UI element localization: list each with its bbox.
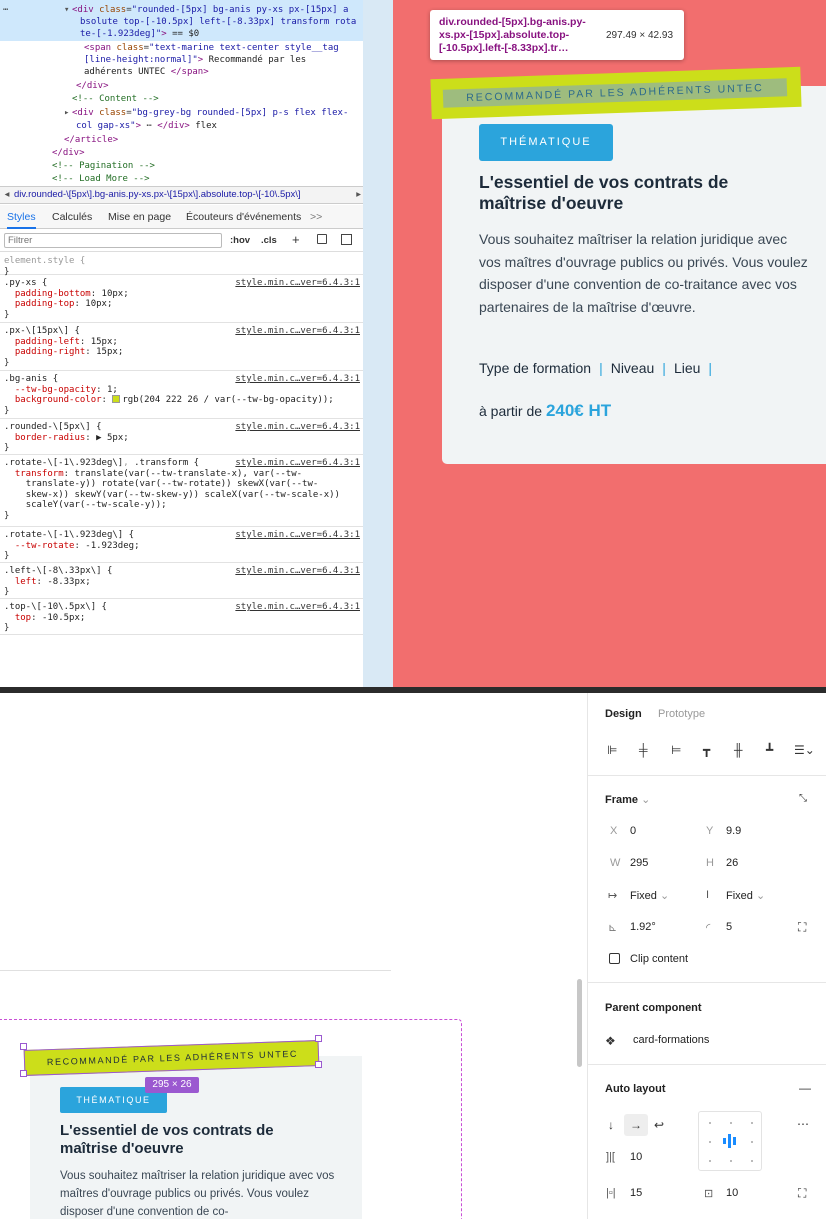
padding-detail-icon[interactable]: ⛶ xyxy=(798,1186,807,1200)
element-breadcrumb[interactable] xyxy=(0,186,363,204)
auto-layout-title: Auto layout xyxy=(605,1083,666,1095)
breadcrumb-right-arrow-icon[interactable]: ▸ xyxy=(356,189,361,200)
frame-section-title[interactable]: Frame ⌄ xyxy=(605,794,651,806)
css-rule[interactable] xyxy=(0,563,363,599)
expand-triangle-icon[interactable]: ▾ xyxy=(64,5,70,15)
tab-computed[interactable]: Calculés xyxy=(52,211,93,223)
canvas-card-title[interactable]: L'essentiel de vos contrats de maîtrise d'oeuvre xyxy=(60,1122,274,1157)
direction-horizontal-icon[interactable]: → xyxy=(630,1118,642,1132)
horizontal-padding-icon: |▫| xyxy=(606,1187,616,1199)
breadcrumb-left-arrow-icon[interactable]: ◂ xyxy=(4,189,10,200)
resize-handle-bl[interactable] xyxy=(20,1070,27,1077)
canvas-guide-line xyxy=(0,970,391,971)
align-bottom-icon[interactable]: ┻ xyxy=(766,743,774,757)
gap-field[interactable]: 10 xyxy=(630,1151,643,1163)
sidebar-toggle-icon[interactable] xyxy=(341,234,352,245)
css-rule-line: } xyxy=(4,443,10,453)
styles-filter-bar xyxy=(0,230,363,252)
css-rule-line: } xyxy=(4,405,10,416)
css-rule-line: top: -10.5px; xyxy=(14,612,86,623)
price-value: 240€ HT xyxy=(545,401,612,420)
rule-source-link[interactable]: style.min.c…ver=6.4.3:1 xyxy=(235,422,360,432)
hov-toggle[interactable]: :hov xyxy=(230,235,251,246)
resize-handle-tl[interactable] xyxy=(20,1043,27,1050)
more-options-icon[interactable]: ⋯ xyxy=(797,1117,809,1131)
parent-component-name[interactable]: card-formations xyxy=(633,1034,710,1046)
css-rule-line: padding-top: 10px; xyxy=(14,299,113,309)
dom-line[interactable]: </div> xyxy=(52,148,85,158)
corner-radius-field[interactable]: 5 xyxy=(726,921,733,933)
tab-layout[interactable]: Mise en page xyxy=(108,211,172,223)
tab-event-listeners[interactable]: Écouteurs d'événements xyxy=(186,211,302,223)
css-rule-line: padding-left: 15px; xyxy=(14,336,118,347)
page-preview xyxy=(393,0,826,687)
rule-source-link[interactable]: style.min.c…ver=6.4.3:1 xyxy=(235,374,360,384)
h-field[interactable]: 26 xyxy=(726,857,739,869)
gap-icon: ]|[ xyxy=(606,1151,615,1163)
new-rule-icon[interactable]: + xyxy=(292,232,300,247)
css-rule-line: .px-\[15px\] { xyxy=(4,326,80,336)
tab-design[interactable]: Design xyxy=(605,708,642,720)
inspect-tooltip xyxy=(430,10,684,60)
price-prefix: à partir de xyxy=(479,403,543,419)
parent-component-title: Parent component xyxy=(605,1002,702,1014)
css-rule[interactable] xyxy=(0,599,363,635)
grid-dot[interactable] xyxy=(751,1160,753,1162)
css-rule-line: element.style { xyxy=(4,256,86,266)
grid-dot[interactable] xyxy=(751,1141,753,1143)
tooltip-size: 297.49 × 42.93 xyxy=(606,30,674,41)
x-label: X xyxy=(610,825,618,837)
rule-source-link[interactable]: style.min.c…ver=6.4.3:1 xyxy=(235,278,360,288)
direction-vertical-icon[interactable]: ↓ xyxy=(608,1118,614,1132)
independent-corners-icon[interactable]: ⛶ xyxy=(798,920,807,934)
x-field[interactable]: 0 xyxy=(630,825,637,837)
dom-line[interactable]: <!-- Content --> xyxy=(72,94,159,104)
card-meta xyxy=(479,360,809,376)
resize-handle-br[interactable] xyxy=(315,1061,322,1068)
horizontal-padding-field[interactable]: 15 xyxy=(630,1187,643,1199)
cls-toggle[interactable]: .cls xyxy=(261,235,277,246)
card-description: Vous souhaitez maîtriser la relation juridique avec vos maîtres d'ouvrage publics ou privés. Vous voulez disposer d'une convention de co-traitance avec vos partenaires de la maîtrise d'œuvre. xyxy=(479,231,808,315)
w-label: W xyxy=(610,857,621,869)
dom-line[interactable]: [line-height:normal]"> Recommandé par les xyxy=(84,55,307,65)
css-rule[interactable] xyxy=(0,323,363,371)
grid-dot[interactable] xyxy=(709,1160,711,1162)
separator xyxy=(588,775,826,776)
center-alignment-bars-icon xyxy=(723,1134,739,1148)
dom-line[interactable]: bsolute top-[-10.5px] left-[-8.33px] transform rota xyxy=(80,17,357,27)
css-rule[interactable] xyxy=(0,253,363,275)
css-rule-line: } xyxy=(4,623,10,633)
css-rule-line: .py-xs { xyxy=(4,278,48,288)
grid-dot[interactable] xyxy=(751,1122,753,1124)
paint-icon[interactable] xyxy=(317,234,327,244)
width-mode-value: Fixed xyxy=(630,890,657,902)
dom-line[interactable]: <div class="rounded-[5px] bg-anis py-xs px-[15px] a xyxy=(72,5,349,15)
css-rule-line: scaleY(var(--tw-scale-y)); xyxy=(25,500,167,510)
design-panel xyxy=(587,693,826,1219)
devtools-scroll-strip xyxy=(363,0,393,687)
css-rule-line: --tw-rotate: -1.923deg; xyxy=(14,540,140,551)
dom-line[interactable]: <div class="bg-grey-bg rounded-[5px] p-s flex flex- xyxy=(72,108,349,118)
css-rule[interactable] xyxy=(0,419,363,455)
rule-source-link[interactable]: style.min.c…ver=6.4.3:1 xyxy=(235,458,360,468)
css-rule-line: background-color: rgb(204 222 26 / var(--tw-bg-opacity)); xyxy=(14,395,334,405)
canvas-scrollbar[interactable] xyxy=(577,979,582,1067)
css-rule-line: } xyxy=(4,551,10,561)
w-field[interactable]: 295 xyxy=(630,857,649,869)
dom-line[interactable]: </article> xyxy=(64,135,119,145)
align-center-v-icon[interactable]: ╫ xyxy=(734,743,743,757)
align-center-h-icon[interactable]: ╪ xyxy=(639,743,648,757)
width-mode-select[interactable]: Fixed ⌄ xyxy=(630,890,670,902)
y-field[interactable]: 9.9 xyxy=(726,825,742,837)
separator xyxy=(588,1064,826,1065)
css-rule[interactable] xyxy=(0,455,363,527)
css-rule[interactable] xyxy=(0,527,363,563)
expand-triangle-icon[interactable]: ▸ xyxy=(64,108,70,118)
canvas-card-description: Vous souhaitez maîtriser la relation juridique avec vos maîtres d'ouvrage publics ou privés. Vous voulez disposer d'une convention de co- xyxy=(60,1170,335,1218)
meta-separator: | xyxy=(662,360,666,376)
rule-source-link[interactable]: style.min.c…ver=6.4.3:1 xyxy=(235,326,360,336)
css-rule-line: } xyxy=(4,309,10,320)
styles-tab-bar xyxy=(0,205,363,229)
meta-type: Type de formation xyxy=(479,360,592,376)
h-label: H xyxy=(706,857,714,869)
css-rule-line: translate-y)) rotate(var(--tw-rotate)) skewX(var(--tw- xyxy=(25,479,319,489)
canvas-thematique-chip[interactable]: THÉMATIQUE xyxy=(60,1087,167,1113)
card-title[interactable]: L'essentiel de vos contrats de maîtrise d'oeuvre xyxy=(479,172,729,213)
component-icon: ❖ xyxy=(605,1034,616,1048)
grid-dot[interactable] xyxy=(709,1122,711,1124)
rule-source-link[interactable]: style.min.c…ver=6.4.3:1 xyxy=(235,566,360,576)
dom-line[interactable]: te-[-1.923deg]"> == $0 xyxy=(80,29,200,39)
css-rule-line: border-radius: ▶ 5px; xyxy=(14,432,129,443)
tab-styles[interactable]: Styles xyxy=(7,205,36,229)
css-rule-line: .left-\[-8\.33px\] { xyxy=(4,566,113,576)
wrap-icon[interactable]: ↩ xyxy=(654,1118,665,1132)
meta-place: Lieu xyxy=(673,360,701,376)
dom-line[interactable]: adhérents UNTEC </span> xyxy=(84,67,209,77)
dom-line[interactable]: </div> xyxy=(76,81,109,91)
width-resize-icon: ↦ xyxy=(608,890,618,902)
thematique-chip[interactable]: THÉMATIQUE xyxy=(479,124,613,161)
clip-content-label: Clip content xyxy=(630,953,689,965)
rule-source-link[interactable]: style.min.c…ver=6.4.3:1 xyxy=(235,530,360,540)
dom-line[interactable]: <span class="text-marine text-center style__tag xyxy=(84,43,339,53)
css-rule[interactable] xyxy=(0,371,363,419)
align-right-icon[interactable]: ⊨ xyxy=(671,743,682,757)
collapse-frame-icon[interactable]: ⤡ xyxy=(799,793,807,804)
css-rule-line: } xyxy=(4,266,10,277)
figma-canvas[interactable] xyxy=(0,693,587,1219)
more-tabs-icon[interactable]: >> xyxy=(310,211,323,223)
css-rule[interactable] xyxy=(0,275,363,323)
canvas-banner-text: RECOMMANDÉ PAR LES ADHÉRENTS UNTEC xyxy=(46,1048,299,1068)
selection-size-badge: 295 × 26 xyxy=(145,1077,199,1093)
css-rule-line: --tw-bg-opacity: 1; xyxy=(14,384,118,395)
separator xyxy=(588,982,826,983)
corner-radius-icon: ◜ xyxy=(706,922,711,934)
css-rule-line: } xyxy=(4,587,10,597)
css-rule-line: transform: translate(var(--tw-translate-x), var(--tw- xyxy=(14,468,303,479)
resize-handle-tr[interactable] xyxy=(315,1035,322,1042)
dom-line[interactable]: col gap-xs"> ⋯ </div> flex xyxy=(76,121,217,131)
styles-filter-input[interactable] xyxy=(4,233,222,248)
alignment-grid[interactable] xyxy=(698,1111,762,1171)
clip-content-checkbox[interactable] xyxy=(609,953,620,964)
rotation-field[interactable]: 1.92° xyxy=(630,921,656,933)
css-rule-line: left: -8.33px; xyxy=(14,576,91,587)
css-rule-line: .bg-anis { xyxy=(4,374,59,384)
css-rule-line: .rotate-\[-1\.923deg\], .transform { xyxy=(4,458,200,468)
card-price xyxy=(479,401,611,421)
tab-prototype[interactable]: Prototype xyxy=(658,708,706,720)
dom-gutter-ellipsis[interactable]: ⋯ xyxy=(3,5,9,15)
css-rule-line: .rotate-\[-1\.923deg\] { xyxy=(4,530,135,540)
grid-dot[interactable] xyxy=(730,1160,732,1162)
css-rule-line: } xyxy=(4,510,10,521)
meta-separator: | xyxy=(599,360,603,376)
grid-dot[interactable] xyxy=(709,1141,711,1143)
y-label: Y xyxy=(706,825,714,837)
breadcrumb-path[interactable]: div.rounded-\[5px\].bg-anis.py-xs.px-\[15px\].absolute.top-\[-10\.5px\] xyxy=(14,189,301,200)
frame-title-text: Frame xyxy=(605,794,639,806)
css-rule-line: skew-x)) skewY(var(--tw-skew-y)) scaleX(var(--tw-scale-x)) xyxy=(25,489,340,500)
meta-separator: | xyxy=(708,360,713,376)
distribute-icon[interactable]: ☰⌄ xyxy=(794,743,815,757)
dom-line[interactable]: <!-- Pagination --> xyxy=(52,161,155,171)
meta-level: Niveau xyxy=(610,360,655,376)
height-resize-icon: I xyxy=(706,889,710,901)
align-top-icon[interactable]: ┳ xyxy=(703,743,711,757)
css-rule-line: .rounded-\[5px\] { xyxy=(4,422,102,432)
height-mode-value: Fixed xyxy=(726,890,753,902)
vertical-padding-icon: ⊡ xyxy=(704,1188,714,1200)
vertical-padding-field[interactable]: 10 xyxy=(726,1187,739,1199)
remove-auto-layout-icon[interactable]: — xyxy=(799,1081,811,1095)
tooltip-selector: div.rounded-[5px].bg-anis.py-xs.px-[15px].absolute.top-[-10.5px].left-[-8.33px].tr… xyxy=(439,16,586,54)
grid-dot[interactable] xyxy=(730,1122,732,1124)
align-left-icon[interactable]: ⊫ xyxy=(607,743,618,757)
rotation-icon: ⊾ xyxy=(608,922,618,934)
devtools-panel xyxy=(0,0,363,687)
css-rule-line: padding-right: 15px; xyxy=(14,347,124,357)
css-rule-line: .top-\[-10\.5px\] { xyxy=(4,602,107,612)
rule-source-link[interactable]: style.min.c…ver=6.4.3:1 xyxy=(235,602,360,612)
height-mode-select[interactable]: Fixed ⌄ xyxy=(726,890,766,902)
css-rule-line: padding-bottom: 10px; xyxy=(14,288,129,299)
dom-line[interactable]: <!-- Load More --> xyxy=(52,174,150,184)
recommended-banner-text: RECOMMANDÉ PAR LES ADHÉRENTS UNTEC xyxy=(466,82,764,105)
css-rule-line: } xyxy=(4,357,10,368)
